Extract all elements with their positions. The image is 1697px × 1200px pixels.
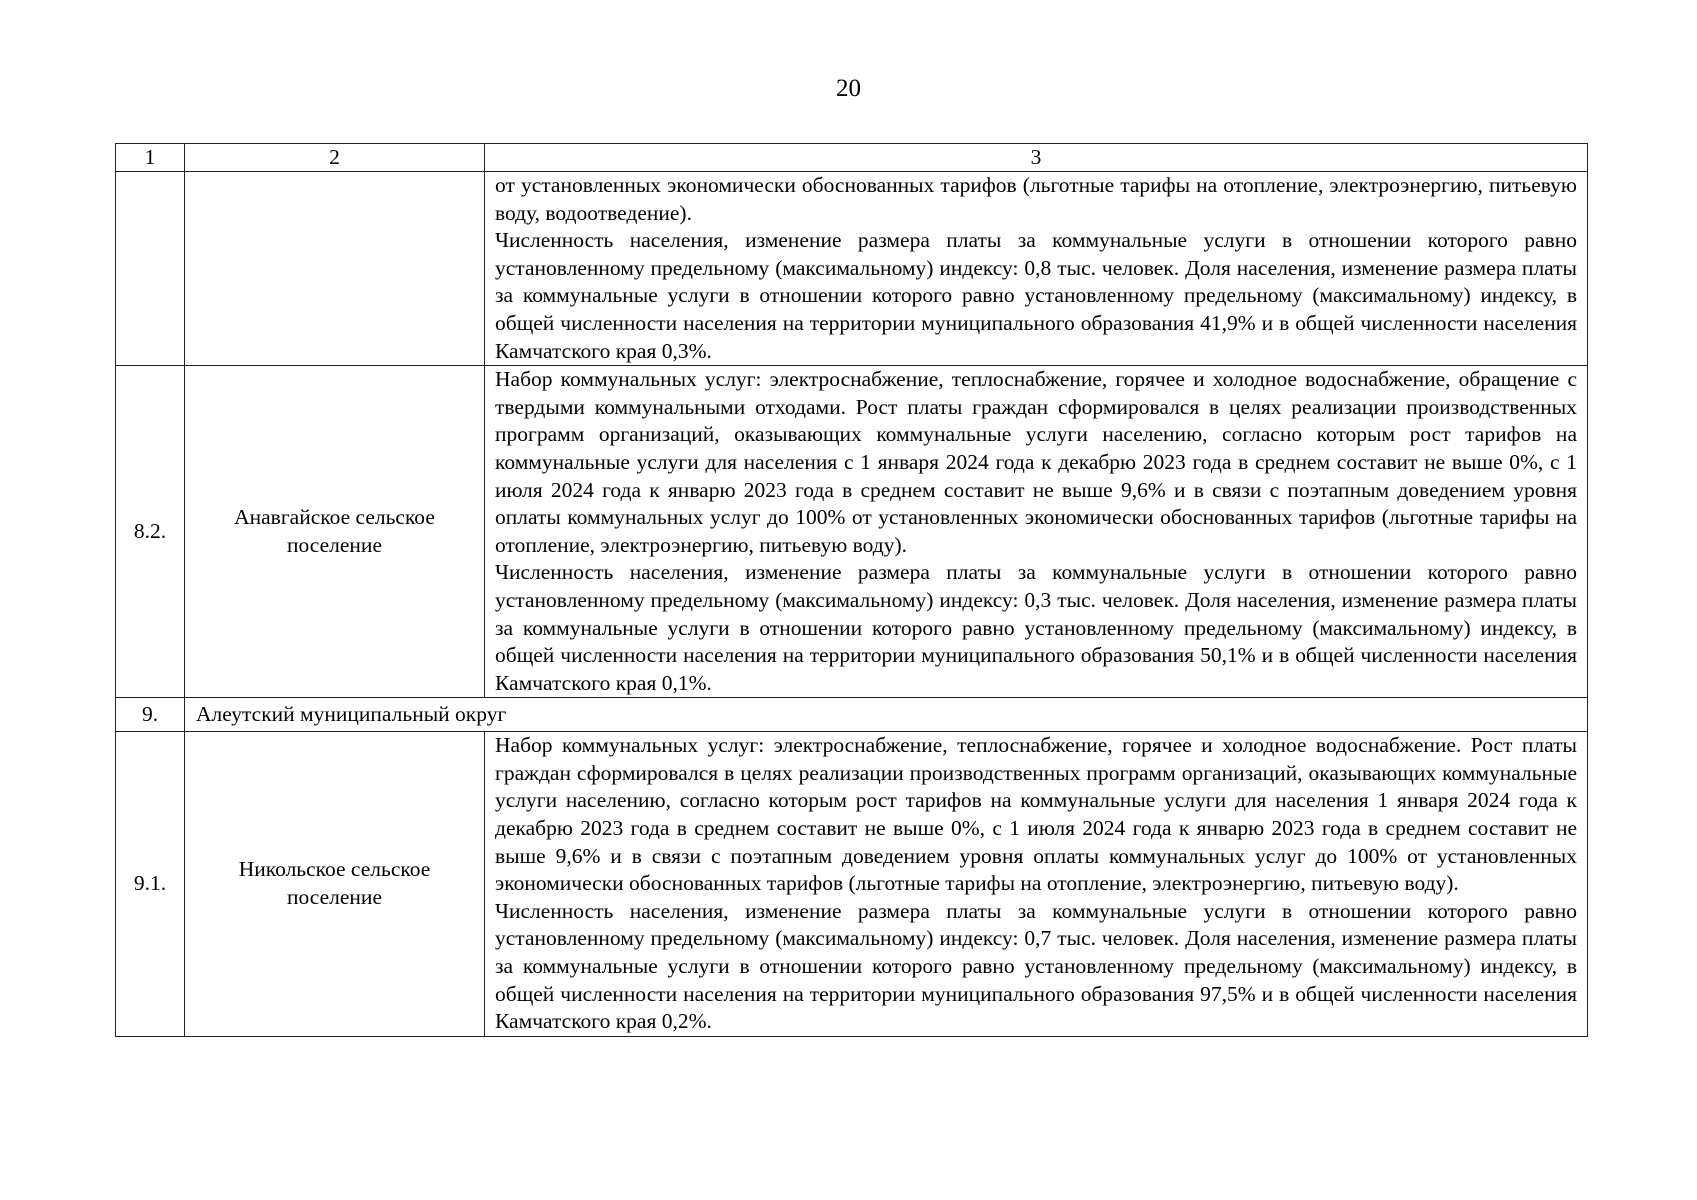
row-description-cell xyxy=(485,732,1588,1037)
description-paragraph: Численность населения, изменение размера платы за коммунальные услуги в отношении которого равно установленному предельному (максимальному) индексу: 0,3 тыс. человек. Доля населения, изменение размера платы за коммунальные услуги в отношении которого равно установленному предельному (максимальному) индексу, в общей численности населения на территории муниципального образования 50,1% и в общей численности населения Камчатского края 0,1%. xyxy=(495,560,1577,695)
header-cell-2: 2 xyxy=(185,144,485,172)
settlement-name: Анавгайское сельское поселение xyxy=(185,366,485,698)
table-header-row xyxy=(116,144,1588,172)
table-row-continuation xyxy=(116,172,1588,366)
section-title: Алеутский муниципальный округ xyxy=(185,698,1588,732)
table-row-8-2 xyxy=(116,366,1588,698)
header-cell-1: 1 xyxy=(116,144,185,172)
row-name-cell xyxy=(185,172,485,366)
description-paragraph: Набор коммунальных услуг: электроснабжение, теплоснабжение, горячее и холодное водоснабжение. Рост платы граждан сформировался в целях реализации производственных программ организаций, оказывающих коммунальные услуги населению, согласно которым рост тарифов на коммунальные услуги для населения 1 января 2024 года к декабрю 2023 года в среднем составит не выше 0%, с 1 июля 2024 года к январю 2023 года в среднем составит не выше 9,6% и в связи с поэтапным доведением уровня оплаты коммунальных услуг до 100% от установленных экономически обоснованных тарифов (льготные тарифы на отопление, электроэнергию, питьевую воду). xyxy=(495,733,1577,896)
row-number: 8.2. xyxy=(116,366,185,698)
table-row-section-9 xyxy=(116,698,1588,732)
description-paragraph: Численность населения, изменение размера платы за коммунальные услуги в отношении которого равно установленному предельному (максимальному) индексу: 0,7 тыс. человек. Доля населения, изменение размера платы за коммунальные услуги в отношении которого равно установленному предельному (максимальному) индексу, в общей численности населения на территории муниципального образования 97,5% и в общей численности населения Камчатского края 0,2%. xyxy=(495,898,1577,1034)
table-row-9-1 xyxy=(116,732,1588,1037)
row-description-cell xyxy=(485,366,1588,698)
section-number: 9. xyxy=(116,698,185,732)
tariff-table xyxy=(115,143,1588,1037)
settlement-name: Никольское сельское поселение xyxy=(185,732,485,1037)
description-paragraph: от установленных экономически обоснованных тарифов (льготные тарифы на отопление, электроэнергию, питьевую воду, водоотведение). xyxy=(495,173,1577,225)
page-number: 20 xyxy=(836,75,861,102)
header-cell-3: 3 xyxy=(485,144,1588,172)
row-number: 9.1. xyxy=(116,732,185,1037)
description-paragraph: Численность населения, изменение размера платы за коммунальные услуги в отношении которого равно установленному предельному (максимальному) индексу: 0,8 тыс. человек. Доля населения, изменение размера платы за коммунальные услуги в отношении которого равно установленному предельному (максимальному) индексу, в общей численности населения на территории муниципального образования 41,9% и в общей численности населения Камчатского края 0,3%. xyxy=(495,228,1577,363)
row-description-cell xyxy=(485,172,1588,366)
row-number-cell xyxy=(116,172,185,366)
description-paragraph: Набор коммунальных услуг: электроснабжение, теплоснабжение, горячее и холодное водоснабжение, обращение с твердыми коммунальными отходами. Рост платы граждан сформировался в целях реализации производственных программ организаций, оказывающих коммунальные услуги населению, согласно которым рост тарифов на коммунальные услуги для населения с 1 января 2024 года к декабрю 2023 года в среднем составит не выше 0%, с 1 июля 2024 года к январю 2023 года в среднем составит не выше 9,6% и в связи с поэтапным доведением уровня оплаты коммунальных услуг до 100% от установленных экономически обоснованных тарифов (льготные тарифы на отопление, электроэнергию, питьевую воду). xyxy=(495,367,1577,557)
